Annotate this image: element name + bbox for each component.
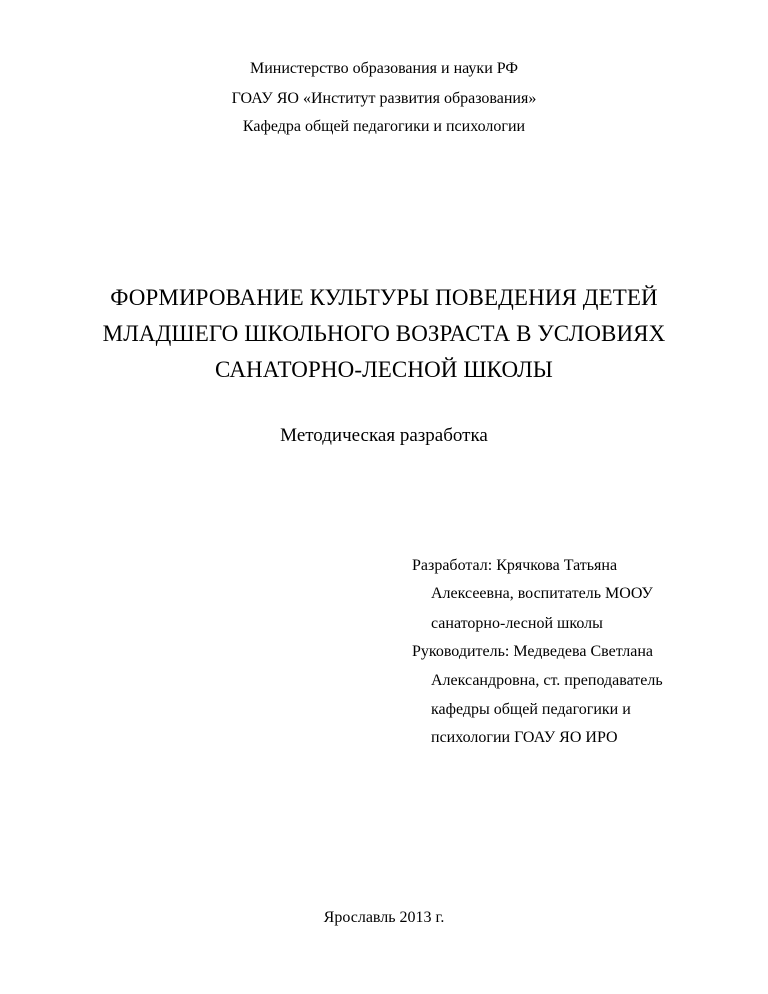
department-line: Кафедра общей педагогики и психологии: [242, 118, 526, 135]
supervisor-line-4: психологии ГОАУ ЯО ИРО: [431, 729, 618, 746]
supervisor-line-3: кафедры общей педагогики и: [431, 701, 631, 718]
document-subtitle: Методическая разработка: [280, 425, 488, 446]
supervisor-line-2: Александровна, ст. преподаватель: [431, 672, 663, 689]
supervisor-line-1: Руководитель: Медведева Светлана: [412, 643, 654, 660]
title-line-1: ФОРМИРОВАНИЕ КУЛЬТУРЫ ПОВЕДЕНИЯ ДЕТЕЙ: [110, 285, 658, 310]
author-line-1: Разработал: Крячкова Татьяна: [412, 557, 618, 574]
city-year: Ярославль 2013 г.: [323, 909, 445, 926]
ministry-line: Министерство образования и науки РФ: [249, 60, 519, 77]
title-line-2: МЛАДШЕГО ШКОЛЬНОГО ВОЗРАСТА В УСЛОВИЯХ: [102, 321, 666, 346]
author-line-3: санаторно-лесной школы: [431, 615, 603, 632]
author-line-2: Алексеевна, воспитатель МООУ: [431, 585, 653, 602]
title-line-3: САНАТОРНО-ЛЕСНОЙ ШКОЛЫ: [215, 357, 553, 382]
institute-line: ГОАУ ЯО «Институт развития образования»: [231, 90, 537, 107]
